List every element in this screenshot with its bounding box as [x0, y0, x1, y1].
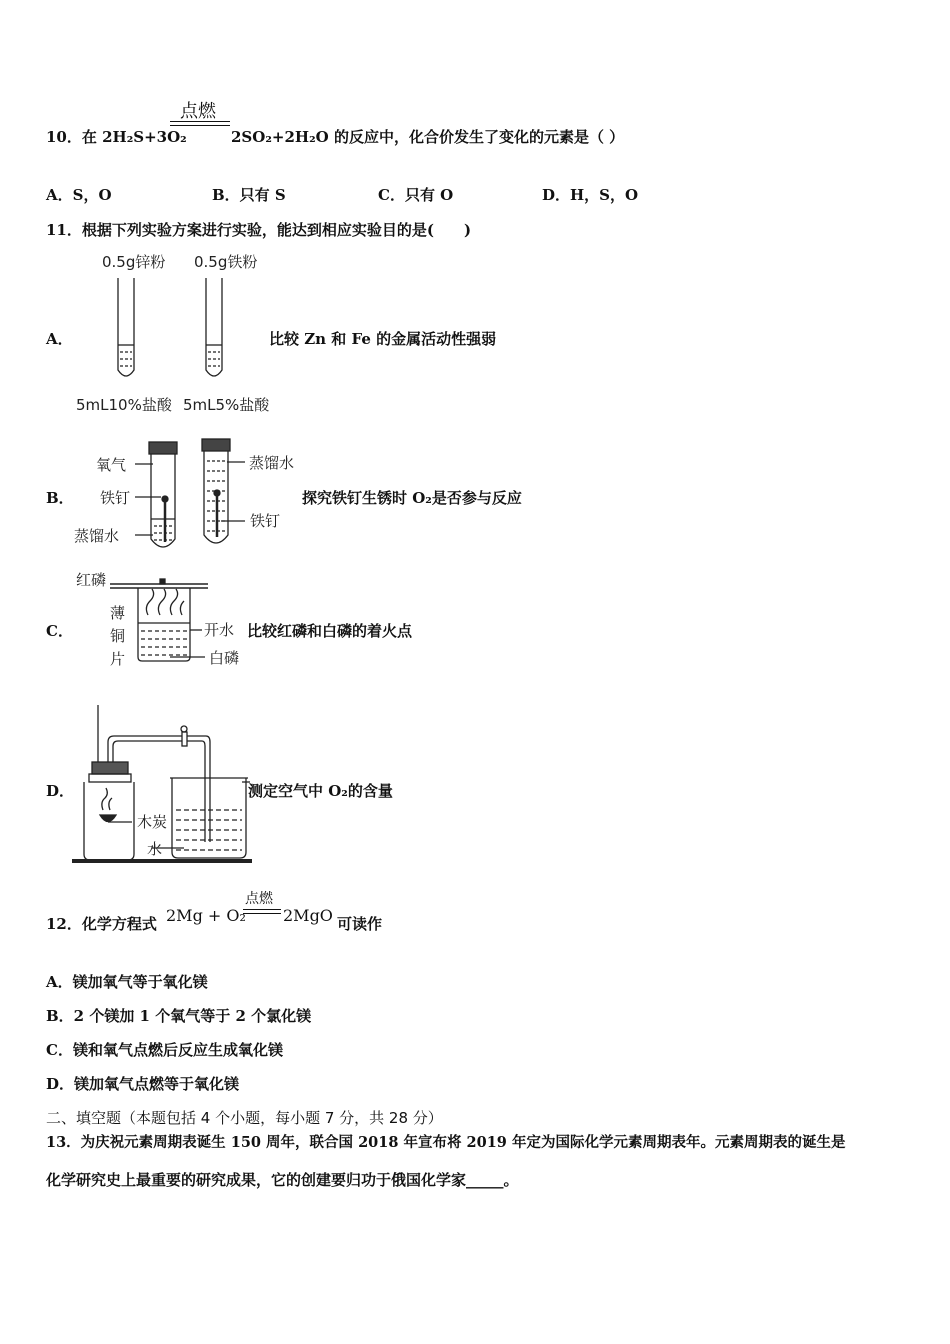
q10-stem-part1: 10．在 2H₂S+3O₂	[46, 128, 187, 146]
q10-option-d[interactable]: D．H，S，O	[542, 186, 639, 204]
q11c-copper-2: 铜	[110, 627, 126, 645]
q11c-copper-1: 薄	[110, 604, 126, 622]
q12-eq-right: 2MgO	[283, 906, 333, 925]
q11-option-a-desc[interactable]: 比较 Zn 和 Fe 的金属活动性强弱	[269, 330, 497, 348]
section-2-title: 二、填空题（本题包括 4 个小题，每小题 7 分，共 28 分）	[46, 1109, 443, 1127]
q12-option-a[interactable]: A．镁加氧气等于氧化镁	[46, 973, 208, 991]
q12-suffix: 可读作	[337, 915, 383, 933]
q11b-oxygen-label: 氧气	[96, 456, 127, 474]
q10-option-a[interactable]: A．S，O	[46, 186, 112, 204]
q11b-nail-left-label: 铁钉	[100, 489, 131, 507]
q11a-tube1-label: 0.5g锌粉	[102, 253, 166, 271]
q11-option-b-label[interactable]: B．	[46, 489, 74, 507]
q10-option-c[interactable]: C．只有 O	[378, 186, 454, 204]
q12-prefix: 12．化学方程式	[46, 915, 157, 933]
q12-option-d[interactable]: D．镁加氧气点燃等于氧化镁	[46, 1075, 240, 1093]
q10-stem-part2: 2SO₂+2H₂O 的反应中，化合价发生了变化的元素是（ ）	[231, 128, 625, 146]
q11d-water-label: 水	[147, 840, 163, 858]
q12-eq-arrow-line	[243, 909, 281, 910]
q13-line2: 化学研究史上最重要的研究成果，它的创建要归功于俄国化学家_____。	[46, 1171, 519, 1189]
q10-arrow-line	[170, 121, 230, 122]
q11c-beaker-figure	[110, 575, 220, 665]
q12-eq-condition: 点燃	[245, 891, 273, 907]
q13-line1: 13．为庆祝元素周期表诞生 150 周年，联合国 2018 年宣布将 2019 年定为国际化学元素周期表年。元素周期表的诞生是	[46, 1134, 846, 1151]
q11-option-d-desc[interactable]: 测定空气中 O₂的含量	[248, 782, 393, 800]
q11b-nail-right-label: 铁钉	[250, 512, 281, 530]
q11-option-b-desc[interactable]: 探究铁钉生锈时 O₂是否参与反应	[302, 489, 522, 507]
q12-option-b[interactable]: B．2 个镁加 1 个氧气等于 2 个氯化镁	[46, 1007, 312, 1025]
q12-option-c[interactable]: C．镁和氧气点燃后反应生成氧化镁	[46, 1041, 283, 1059]
q10-arrow-line-2	[170, 125, 230, 126]
q11-stem: 11．根据下列实验方案进行实验，能达到相应实验目的是( )	[46, 221, 472, 239]
q10-option-b[interactable]: B．只有 S	[212, 186, 286, 204]
q11-option-c-label[interactable]: C．	[46, 622, 73, 640]
q11a-tube2-solution: 5mL5%盐酸	[183, 396, 270, 414]
q11c-white-phosphorus-label: 白磷	[209, 649, 240, 667]
q11-option-c-desc[interactable]: 比较红磷和白磷的着火点	[247, 622, 413, 640]
q11-option-d-label[interactable]: D．	[46, 782, 75, 800]
q11d-charcoal-label: 木炭	[137, 813, 168, 831]
q12-eq-arrow-line-2	[243, 913, 281, 914]
q12-eq-left: 2Mg + O₂	[166, 906, 246, 925]
q10-condition: 点燃	[180, 101, 216, 122]
q11c-hot-water-label: 开水	[204, 621, 235, 639]
q11c-red-phosphorus-label: 红磷	[76, 571, 107, 589]
q11b-nail-tubes-figure	[145, 437, 245, 557]
q11-option-a-label[interactable]: A．	[46, 330, 73, 348]
q11a-tube2-label: 0.5g铁粉	[194, 253, 258, 271]
q11a-tube1-solution: 5mL10%盐酸	[76, 396, 172, 414]
q11c-copper-3: 片	[110, 650, 126, 668]
q11b-water-left-label: 蒸馏水	[74, 527, 120, 545]
q11b-water-right-label: 蒸馏水	[249, 454, 295, 472]
q11a-test-tubes-figure	[110, 275, 230, 385]
